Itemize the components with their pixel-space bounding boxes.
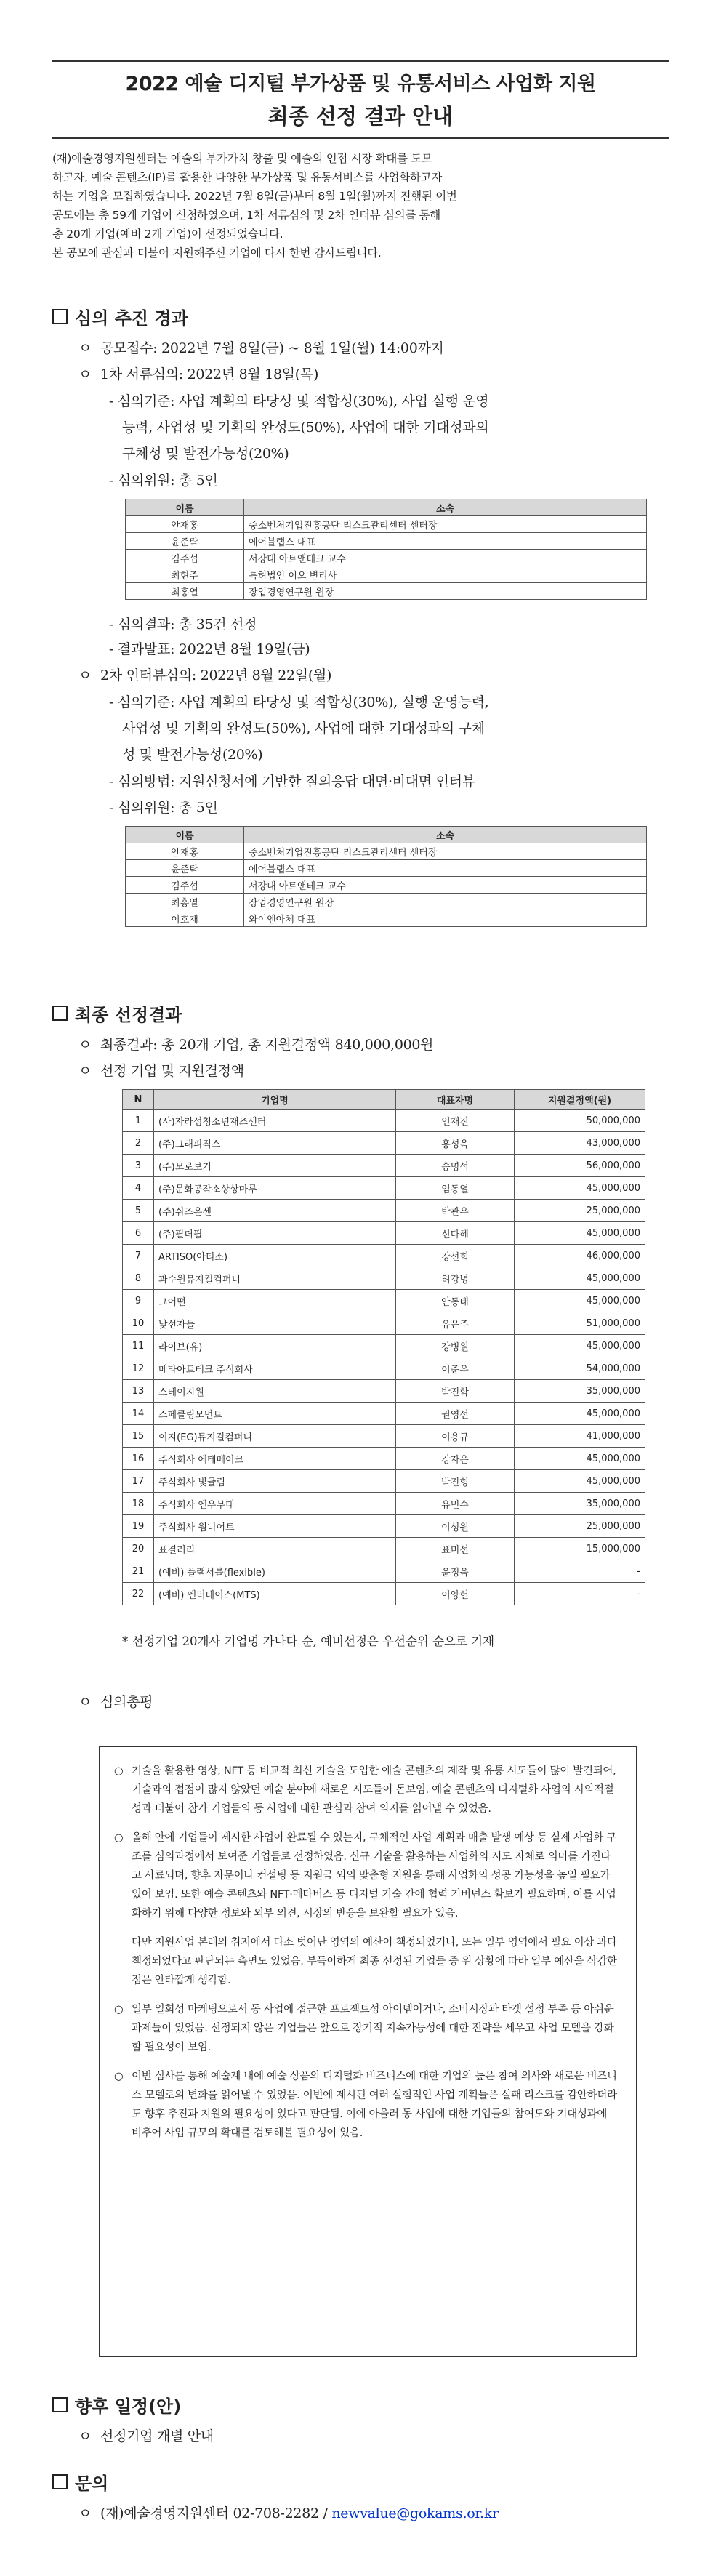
row-number: 17	[123, 1470, 154, 1493]
representative-name: 송명석	[396, 1155, 515, 1177]
review-item: ○ 이번 심사를 통해 예술계 내에 예술 상품의 디지털화 비즈니스에 대한 기업의 높은 참여 의사와 새로운 비즈니스 모델로의 변화를 읽어낼 수 있었음. 이번에 제시된 여러 실험적인 사업 계획들은 실패 리스크를 감안하더라도 향후 추진과 지원의 필요성이 있다고 판단됨. 이에 아울러 동 사업에 대한 기업들의 참여도와 기대성과에 비추어 사업 규모의 확대를 검토해볼 필요성이 있음.	[114, 2071, 617, 2139]
section-heading-final-results	[52, 1000, 182, 1026]
support-amount: 54,000,000	[515, 1357, 645, 1380]
table-row: 최홍열 장업경영연구원 원장	[126, 583, 647, 600]
company-name: (예비) 플랙서블(flexible)	[154, 1560, 396, 1583]
square-bullet-icon	[52, 2474, 68, 2489]
company-name: (주)모로보기	[154, 1155, 396, 1177]
table-row	[123, 1583, 645, 1605]
company-name: 그어떤	[154, 1290, 396, 1312]
section-heading-contact	[52, 2469, 108, 2495]
table-row	[123, 1493, 645, 1515]
representative-name: 권영선	[396, 1403, 515, 1425]
company-name: (주)문화공작소상상마루	[154, 1177, 396, 1200]
section-heading-schedule	[52, 2392, 181, 2417]
table-row	[123, 1110, 645, 1132]
section-title: 향후 일정(안)	[75, 2396, 182, 2417]
support-amount: 43,000,000	[515, 1132, 645, 1155]
representative-name: 이성원	[396, 1515, 515, 1538]
table-row	[123, 1560, 645, 1583]
row-number: 10	[123, 1312, 154, 1335]
column-header: 소속	[244, 827, 647, 843]
line-second-review: ㅇ 2차 인터뷰심의: 2022년 8월 22일(월)	[78, 667, 332, 683]
row-number: 4	[123, 1177, 154, 1200]
support-amount: 45,000,000	[515, 1177, 645, 1200]
table-header-row	[126, 499, 647, 516]
review-item: 다만 지원사업 본래의 취지에서 다소 벗어난 영역의 예산이 책정되었거나, 또는 일부 영역에서 필요 이상 과다 책정되었다고 판단되는 측면도 있었음. 부득이하게 최종 선정된 기업들 중 위 상황에 따라 일부 예산을 삭감한 점은 안타깝게 생각함.	[132, 1937, 617, 1986]
second-review-method: - 심의방법: 지원신청서에 기반한 질의응답 대면·비대면 인터뷰	[109, 774, 475, 790]
table-row	[123, 1177, 645, 1200]
company-name: 주식회사 빛글림	[154, 1470, 396, 1493]
square-bullet-icon	[52, 2397, 68, 2412]
row-number: 20	[123, 1538, 154, 1560]
line-final-result: ㅇ 최종결과: 총 20개 기업, 총 지원결정액 840,000,000원	[78, 1037, 434, 1053]
table-row: 안재홍 중소벤처기업진흥공단 리스크관리센터 센터장	[126, 843, 647, 860]
table-row	[123, 1448, 645, 1470]
support-amount: -	[515, 1560, 645, 1583]
table-row	[123, 1245, 645, 1267]
representative-name: 이용규	[396, 1425, 515, 1448]
support-amount: 45,000,000	[515, 1403, 645, 1425]
row-number: 1	[123, 1110, 154, 1132]
table-row: 윤준탁 에어블랩스 대표	[126, 533, 647, 550]
support-amount: 56,000,000	[515, 1155, 645, 1177]
column-header: 대표자명	[396, 1090, 515, 1110]
table-row: 안재홍 중소벤처기업진흥공단 리스크관리센터 센터장	[126, 516, 647, 533]
review-item: ○ 일부 일회성 마케팅으로서 동 사업에 접근한 프로젝트성 아이템이거나, 소비시장과 타겟 설정 부족 등 아쉬운 과제들이 있었음. 선정되지 않은 기업들은 앞으로 장기적 지속가능성에 대한 전략을 세우고 사업 모델을 강화할 필요성이 보임.	[114, 2004, 614, 2053]
document-subtitle: 최종 선정 결과 안내	[267, 104, 454, 129]
line-selected-companies: ㅇ 선정 기업 및 지원결정액	[78, 1063, 244, 1079]
table-row: 최현주 특허법인 이오 변리사	[126, 566, 647, 583]
company-name: 과수원뮤지컬컴퍼니	[154, 1267, 396, 1290]
company-name: 낯선자들	[154, 1312, 396, 1335]
table-row: 김주섭 서강대 아트앤테크 교수	[126, 550, 647, 566]
review-summary-box	[99, 1746, 637, 2357]
support-amount: 45,000,000	[515, 1448, 645, 1470]
support-amount: 50,000,000	[515, 1110, 645, 1132]
line-first-review: ㅇ 1차 서류심의: 2022년 8월 18일(목)	[78, 366, 319, 382]
review-item: ○ 기술을 활용한 영상, NFT 등 비교적 최신 기술을 도입한 예술 콘텐츠의 제작 및 유통 시도들이 많이 발견되어, 기술과의 접점이 많지 않았던 예술 분야에 새로운 시도들이 돋보임. 예술 콘텐츠의 디지털화 사업의 시의적절성과 더불어 참가 기업들의 동 사업에 대한 관심과 참여 의지를 읽어낼 수 있었음.	[114, 1765, 616, 1815]
intro-line: 공모에는 총 59개 기업이 신청하였으며, 1차 서류심의 및 2차 인터뷰 심의를 통해	[52, 209, 440, 222]
section-heading-review-process	[52, 304, 188, 329]
row-number: 11	[123, 1335, 154, 1357]
contact-email-link[interactable]: newvalue@gokams.or.kr	[331, 2505, 499, 2521]
row-number: 9	[123, 1290, 154, 1312]
row-number: 22	[123, 1583, 154, 1605]
selection-note: * 선정기업 20개사 기업명 가나다 순, 예비선정은 우선순위 순으로 기재	[122, 1634, 495, 1648]
square-bullet-icon	[52, 309, 68, 324]
table-row: 윤준탁 에어블랩스 대표	[126, 860, 647, 877]
table-row	[123, 1290, 645, 1312]
row-number: 21	[123, 1560, 154, 1583]
table-row: 이호재 와이앤아체 대표	[126, 910, 647, 927]
row-number: 3	[123, 1155, 154, 1177]
square-bullet-icon	[52, 1006, 68, 1021]
representative-name: 엄동열	[396, 1177, 515, 1200]
company-name: (주)쉬즈온센	[154, 1200, 396, 1222]
column-header: 소속	[244, 499, 647, 516]
column-header: 기업명	[154, 1090, 396, 1110]
intro-paragraph	[52, 149, 669, 262]
support-amount: 35,000,000	[515, 1493, 645, 1515]
support-amount: 25,000,000	[515, 1200, 645, 1222]
table-row	[123, 1312, 645, 1335]
support-amount: 51,000,000	[515, 1312, 645, 1335]
table-row	[123, 1515, 645, 1538]
company-name: (주)필더필	[154, 1222, 396, 1245]
line-submission-period: ㅇ 공모접수: 2022년 7월 8일(금) ~ 8월 1일(월) 14:00까지	[78, 340, 444, 356]
table-header-row	[123, 1090, 645, 1110]
support-amount: 25,000,000	[515, 1515, 645, 1538]
support-amount: 46,000,000	[515, 1245, 645, 1267]
company-name: 메타아트테크 주식회사	[154, 1357, 396, 1380]
representative-name: 박진학	[396, 1380, 515, 1403]
table-header-row	[126, 827, 647, 843]
company-name: ARTISO(아티소)	[154, 1245, 396, 1267]
first-review-committee-table	[125, 499, 647, 600]
table-row	[123, 1267, 645, 1290]
row-number: 15	[123, 1425, 154, 1448]
table-row: 최홍열 장업경영연구원 원장	[126, 894, 647, 910]
representative-name: 홍성옥	[396, 1132, 515, 1155]
second-review-members: - 심의위원: 총 5인	[109, 800, 218, 816]
representative-name: 박진형	[396, 1470, 515, 1493]
first-review-criteria: - 심의기준: 사업 계획의 타당성 및 적합성(30%), 사업 실행 운영 능력, 사업성 및 기획의 완성도(50%), 사업에 대한 기대성과의 구체성 및 발전가능성(20%)	[109, 393, 489, 462]
row-number: 7	[123, 1245, 154, 1267]
support-amount: 41,000,000	[515, 1425, 645, 1448]
company-name: (예비) 엔터테이스(MTS)	[154, 1583, 396, 1605]
company-name: 라이브(유)	[154, 1335, 396, 1357]
company-name: 주식회사 웜니어트	[154, 1515, 396, 1538]
second-review-criteria: - 심의기준: 사업 계획의 타당성 및 적합성(30%), 실행 운영능력, 사업성 및 기획의 완성도(50%), 사업에 대한 기대성과의 구체 성 및 발전가능성(20%)	[109, 694, 489, 763]
table-row: 김주섭 서강대 아트앤테크 교수	[126, 877, 647, 894]
support-amount: 45,000,000	[515, 1335, 645, 1357]
support-amount: 45,000,000	[515, 1267, 645, 1290]
column-header: 지원결정액(원)	[515, 1090, 645, 1110]
representative-name: 강병원	[396, 1335, 515, 1357]
table-row	[123, 1132, 645, 1155]
support-amount: -	[515, 1583, 645, 1605]
representative-name: 유은주	[396, 1312, 515, 1335]
representative-name: 윤정욱	[396, 1560, 515, 1583]
intro-line: 하는 기업을 모집하였습니다. 2022년 7월 8일(금)부터 8월 1일(월)까지 진행된 이번	[52, 190, 457, 203]
line-contact: ㅇ (재)예술경영지원센터 02-708-2282 / newvalue@gokams.or.kr	[78, 2505, 499, 2521]
table-row	[123, 1200, 645, 1222]
representative-name: 인재진	[396, 1110, 515, 1132]
representative-name: 허강녕	[396, 1267, 515, 1290]
support-amount: 35,000,000	[515, 1380, 645, 1403]
first-review-result: - 심의결과: 총 35건 선정	[109, 617, 257, 633]
second-review-committee-table	[125, 826, 647, 927]
support-amount: 15,000,000	[515, 1538, 645, 1560]
row-number: 14	[123, 1403, 154, 1425]
row-number: 19	[123, 1515, 154, 1538]
company-name: (사)자라섬청소년재즈센터	[154, 1110, 396, 1132]
line-schedule: ㅇ 선정기업 개별 안내	[78, 2428, 214, 2444]
company-name: 이지(EG)뮤지컬컴퍼니	[154, 1425, 396, 1448]
intro-line: 총 20개 기업(예비 2개 기업)이 선정되었습니다.	[52, 228, 283, 241]
column-header: 이름	[126, 827, 244, 843]
table-row	[123, 1335, 645, 1357]
intro-line: 본 공모에 관심과 더불어 지원해주신 기업에 다시 한번 감사드립니다.	[52, 246, 382, 260]
row-number: 8	[123, 1267, 154, 1290]
table-row	[123, 1222, 645, 1245]
intro-line: (재)예술경영지원센터는 예술의 부가가치 창출 및 예술의 인접 시장 확대를 도모	[52, 152, 432, 165]
company-name: 표결러리	[154, 1538, 396, 1560]
section-title: 문의	[75, 2473, 109, 2494]
first-review-announcement: - 결과발표: 2022년 8월 19일(금)	[109, 641, 310, 657]
table-row	[123, 1538, 645, 1560]
document-header	[52, 60, 669, 139]
section-title: 최종 선정결과	[75, 1005, 182, 1025]
row-number: 12	[123, 1357, 154, 1380]
selected-companies-table	[122, 1089, 645, 1605]
table-row	[123, 1403, 645, 1425]
representative-name: 강선희	[396, 1245, 515, 1267]
row-number: 5	[123, 1200, 154, 1222]
table-row	[123, 1425, 645, 1448]
intro-line: 하고자, 예술 콘텐츠(IP)를 활용한 다양한 부가상품 및 유통서비스를 사업화하고자	[52, 171, 442, 184]
section-title: 심의 추진 경과	[75, 308, 188, 329]
support-amount: 45,000,000	[515, 1470, 645, 1493]
support-amount: 45,000,000	[515, 1222, 645, 1245]
review-item: ○ 올해 안에 기업들이 제시한 사업이 완료될 수 있는지, 구체적인 사업 계획과 매출 발생 예상 등 실제 사업화 구조를 심의과정에서 보여준 기업들로 선정하였음. 신규 기술을 활용하는 사업화의 시도 자체로 의미를 가진다고 사료되며, 향후 자문이나 컨설팅 등 지원금 외의 맞춤형 지원을 통해 사업화의 성공 가능성을 높일 필요가 있어 보임. 또한 예술 콘텐츠와 NFT·메타버스 등 디지털 기술 간에 협력 거버넌스 확보가 필요하며, 이를 사업화하기 위해 다양한 정보와 외부 의견, 시장의 반응을 보완할 필요가 있음.	[114, 1832, 616, 1919]
line-review-summary: ㅇ 심의총평	[78, 1694, 153, 1710]
representative-name: 유민수	[396, 1493, 515, 1515]
company-name: 주식회사 에테메이크	[154, 1448, 396, 1470]
table-row	[123, 1470, 645, 1493]
row-number: 2	[123, 1132, 154, 1155]
first-review-members: - 심의위원: 총 5인	[109, 473, 218, 489]
row-number: 6	[123, 1222, 154, 1245]
representative-name: 박관우	[396, 1200, 515, 1222]
representative-name: 이준우	[396, 1357, 515, 1380]
representative-name: 신다혜	[396, 1222, 515, 1245]
representative-name: 강자은	[396, 1448, 515, 1470]
column-header: N	[123, 1090, 154, 1110]
document-title: 2022 예술 디지털 부가상품 및 유통서비스 사업화 지원	[125, 73, 596, 95]
support-amount: 45,000,000	[515, 1290, 645, 1312]
row-number: 13	[123, 1380, 154, 1403]
representative-name: 안동태	[396, 1290, 515, 1312]
table-row	[123, 1380, 645, 1403]
company-name: 주식회사 엔우무대	[154, 1493, 396, 1515]
company-name: 스페클링모먼트	[154, 1403, 396, 1425]
representative-name: 표미선	[396, 1538, 515, 1560]
company-name: 스테이지원	[154, 1380, 396, 1403]
contact-text: (재)예술경영지원센터 02-708-2282 /	[100, 2505, 332, 2521]
row-number: 16	[123, 1448, 154, 1470]
table-row	[123, 1155, 645, 1177]
column-header: 이름	[126, 499, 244, 516]
representative-name: 이양헌	[396, 1583, 515, 1605]
table-row	[123, 1357, 645, 1380]
row-number: 18	[123, 1493, 154, 1515]
company-name: (주)그래피직스	[154, 1132, 396, 1155]
